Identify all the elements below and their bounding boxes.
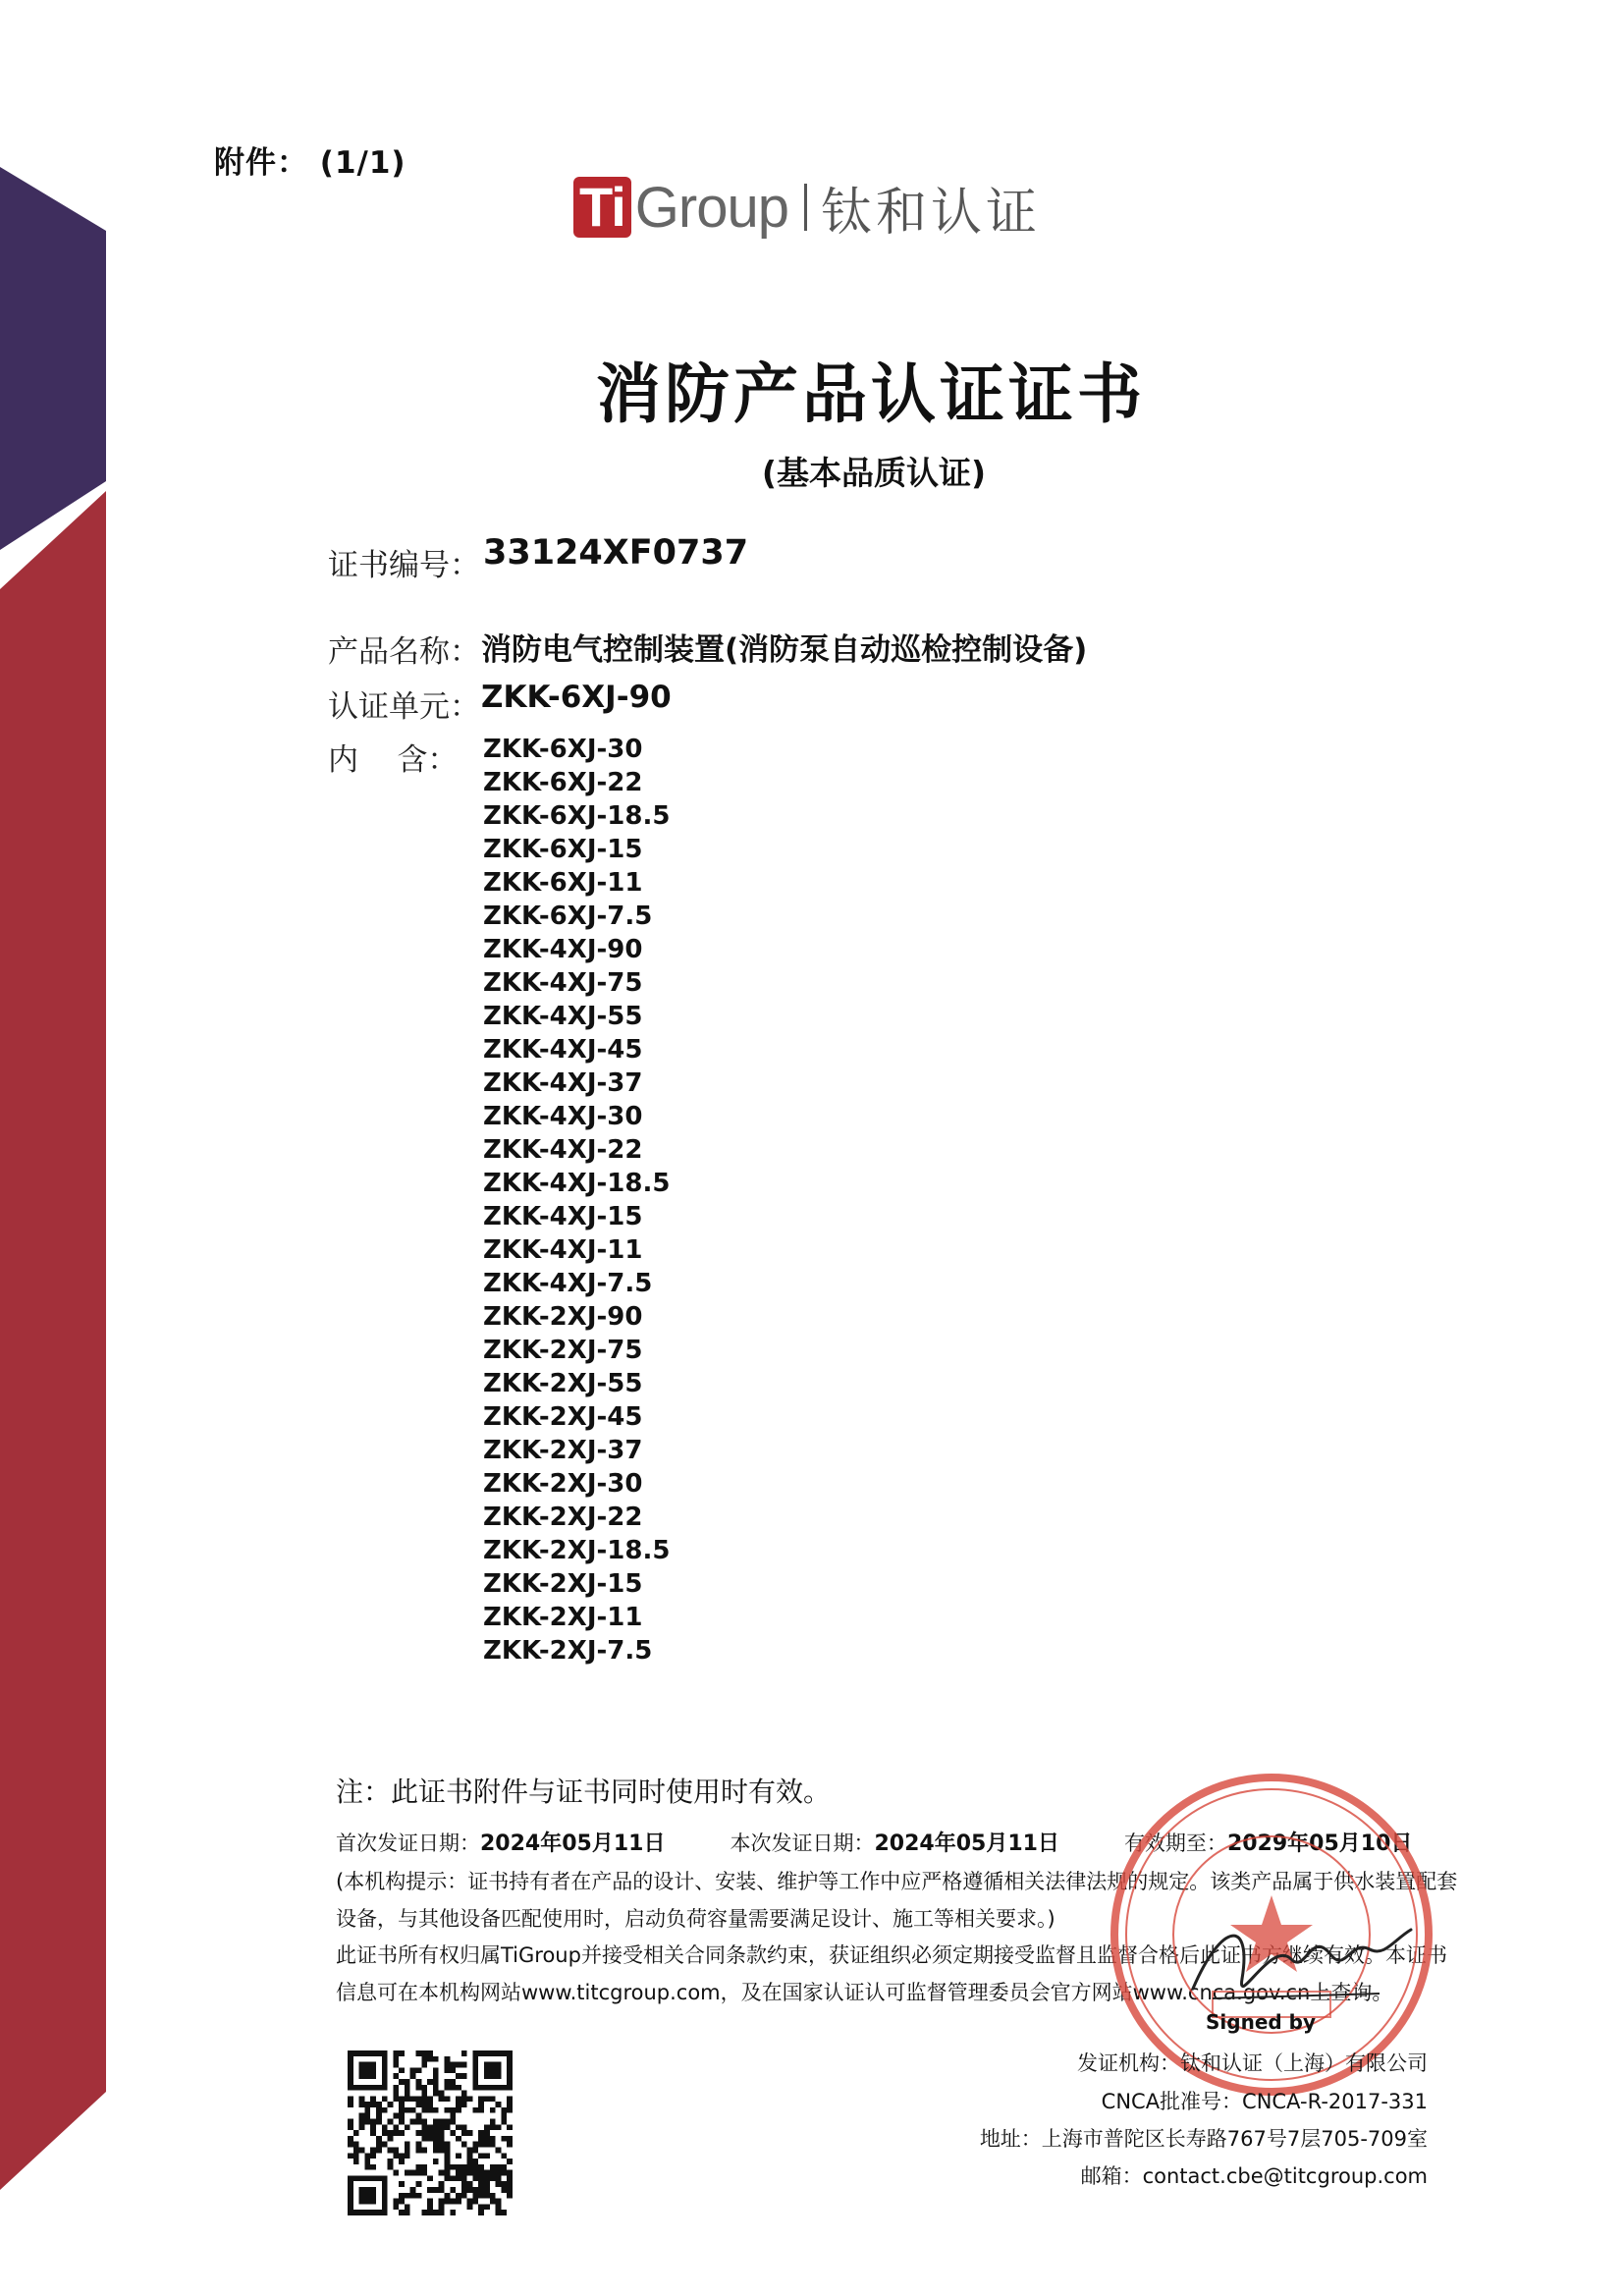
first-issue-date: [336, 1827, 665, 1857]
institution-reminder: (本机构提示：证书持有者在产品的设计、安装、维护等工作中应严格遵循相关法律法规的规定。该类产品属于供水装置配套设备，与其他设备匹配使用时，启动负荷容量需要满足设计、施工等相关要求。): [336, 1870, 1458, 1931]
model-item: ZKK-2XJ-15: [483, 1569, 643, 1599]
first-issue-label: 首次发证日期：: [336, 1831, 480, 1855]
model-item: ZKK-4XJ-90: [483, 935, 643, 964]
model-item: ZKK-6XJ-18.5: [483, 801, 671, 831]
certification-unit-label: 认证单元：: [328, 689, 480, 725]
this-issue-value: 2024年05月11日: [874, 1831, 1059, 1856]
model-item: ZKK-4XJ-55: [483, 1002, 643, 1031]
model-item: ZKK-2XJ-7.5: [483, 1636, 653, 1666]
model-item: ZKK-4XJ-37: [483, 1068, 643, 1098]
model-item: ZKK-6XJ-30: [483, 735, 643, 764]
product-name-label: 产品名称：: [328, 634, 480, 670]
certificate-subtitle: (基本品质认证): [761, 454, 987, 492]
model-item: ZKK-6XJ-11: [483, 868, 643, 898]
model-item: ZKK-2XJ-90: [483, 1302, 643, 1332]
institution-email: 邮箱：contact.cbe@titcgroup.com: [1080, 2164, 1428, 2188]
signed-by-label: Signed by: [1206, 2010, 1317, 2034]
model-item: ZKK-2XJ-55: [483, 1369, 643, 1398]
model-item: ZKK-2XJ-11: [483, 1603, 643, 1632]
model-item: ZKK-6XJ-22: [483, 768, 643, 797]
attachment-label: 附件： (1/1): [214, 145, 406, 181]
first-issue-value: 2024年05月11日: [480, 1831, 666, 1856]
logo-group-text: Group: [634, 175, 788, 240]
model-item: ZKK-4XJ-7.5: [483, 1269, 653, 1298]
logo-separator: [804, 184, 807, 231]
logo-chinese-name: 钛和认证: [820, 183, 1041, 243]
model-item: ZKK-4XJ-45: [483, 1035, 643, 1065]
cnca-approval-number: CNCA批准号：CNCA-R-2017-331: [1101, 2090, 1428, 2113]
model-list: [483, 733, 670, 1667]
product-name: 消防电气控制装置(消防泵自动巡检控制设备): [481, 632, 1088, 668]
model-item: ZKK-4XJ-15: [483, 1202, 643, 1231]
valid-until-label: 有效期至：: [1123, 1831, 1227, 1855]
this-issue-label: 本次发证日期：: [730, 1831, 875, 1855]
qr-code: [348, 2050, 513, 2215]
certificate-title: 消防产品认证证书: [596, 356, 1146, 432]
model-item: ZKK-6XJ-15: [483, 835, 643, 864]
model-item: ZKK-2XJ-37: [483, 1436, 643, 1465]
handwritten-signature: [1183, 1900, 1419, 2018]
certification-unit: ZKK-6XJ-90: [481, 680, 672, 715]
tigroup-logo: [573, 173, 1041, 242]
this-issue-date: [730, 1827, 1058, 1857]
model-item: ZKK-2XJ-22: [483, 1503, 643, 1532]
institution-address: 地址：上海市普陀区长寿路767号7层705-709室: [979, 2127, 1428, 2151]
certificate-number-label: 证书编号：: [328, 548, 480, 583]
model-item: ZKK-4XJ-30: [483, 1102, 643, 1131]
model-item: ZKK-2XJ-75: [483, 1336, 643, 1365]
model-item: ZKK-6XJ-7.5: [483, 902, 653, 931]
model-item: ZKK-4XJ-75: [483, 968, 643, 998]
model-item: ZKK-2XJ-30: [483, 1469, 643, 1499]
valid-until-value: 2029年05月10日: [1226, 1831, 1413, 1856]
model-item: ZKK-2XJ-18.5: [483, 1536, 671, 1565]
model-item: ZKK-4XJ-22: [483, 1135, 643, 1165]
model-item: ZKK-2XJ-45: [483, 1402, 643, 1432]
model-item: ZKK-4XJ-11: [483, 1235, 643, 1265]
issuing-institution: 发证机构：钛和认证（上海）有限公司: [1077, 2051, 1428, 2075]
contains-label: 内 含：: [328, 742, 459, 778]
ownership-statement: 此证书所有权归属TiGroup并接受相关合同条款约束，获证组织必须定期接受监督且监督合格后此证书方继续有效。本证书信息可在本机构网站www.titcgroup.com，及在国家认证认可监督管理委员会官方网站www.cnca.gov.cn上查询。: [336, 1943, 1447, 2004]
certificate-number: 33124XF0737: [483, 533, 749, 573]
logo-ti-mark: Ti: [573, 177, 631, 238]
model-item: ZKK-4XJ-18.5: [483, 1169, 671, 1198]
validity-note: 注：此证书附件与证书同时使用时有效。: [336, 1776, 832, 1808]
